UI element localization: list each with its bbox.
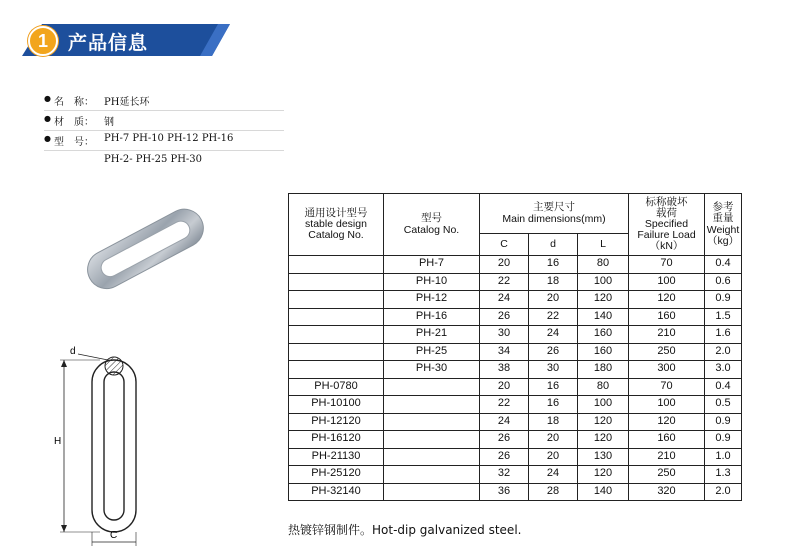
table-cell-d: 22 — [529, 308, 578, 326]
table-cell-c: 38 — [480, 361, 529, 379]
table-cell-catalog: PH-30 — [384, 361, 480, 379]
table-cell-load: 160 — [629, 431, 705, 449]
table-cell-load: 100 — [629, 273, 705, 291]
table-cell-l: 80 — [578, 256, 629, 274]
bullet-icon: ● — [44, 114, 51, 123]
table-row — [289, 308, 742, 326]
table-cell-design — [289, 256, 384, 274]
header-main-dimensions — [480, 194, 629, 234]
table-cell-weight: 0.9 — [705, 413, 742, 431]
info-label: 型 号： — [54, 137, 94, 148]
table-cell-d: 20 — [529, 448, 578, 466]
info-value: PH延长环 — [104, 97, 150, 108]
table-cell-design — [289, 326, 384, 344]
table-cell-catalog — [384, 483, 480, 501]
d-dimension-label: d — [70, 346, 76, 357]
bullet-icon: ● — [44, 94, 51, 103]
c-dimension-label: C — [110, 530, 118, 541]
table-cell-weight: 0.6 — [705, 273, 742, 291]
table-cell-design — [289, 273, 384, 291]
header-text: （kg） — [706, 234, 740, 247]
table-cell-catalog: PH-16 — [384, 308, 480, 326]
header-d: d — [529, 234, 578, 256]
header-text: 通用设计型号 — [304, 206, 368, 219]
table-cell-design: PH-21130 — [289, 448, 384, 466]
table-row — [289, 483, 742, 501]
table-cell-weight: 1.0 — [705, 448, 742, 466]
section-number-badge: 1 — [28, 26, 58, 56]
table-cell-l: 80 — [578, 378, 629, 396]
table-cell-catalog: PH-21 — [384, 326, 480, 344]
table-cell-catalog — [384, 378, 480, 396]
info-row-model — [44, 130, 284, 151]
header-text: stable design — [305, 217, 367, 230]
table-cell-weight: 2.0 — [705, 343, 742, 361]
table-cell-c: 24 — [480, 291, 529, 309]
table-row — [289, 431, 742, 449]
table-row — [289, 396, 742, 414]
header-text: Failure Load — [637, 229, 696, 241]
table-cell-c: 20 — [480, 378, 529, 396]
table-cell-d: 30 — [529, 361, 578, 379]
table-cell-c: 26 — [480, 431, 529, 449]
table-cell-c: 36 — [480, 483, 529, 501]
table-cell-load: 250 — [629, 343, 705, 361]
table-cell-load: 120 — [629, 291, 705, 309]
header-text: Catalog No. — [308, 229, 364, 241]
table-row — [289, 256, 742, 274]
table-cell-catalog — [384, 396, 480, 414]
info-value: PH-7 PH-10 PH-12 PH-16 — [104, 133, 234, 144]
product-info-list — [44, 90, 284, 170]
info-label: 材 质： — [54, 117, 94, 128]
product-photo — [70, 198, 220, 298]
table-cell-load: 70 — [629, 256, 705, 274]
table-cell-weight: 0.4 — [705, 378, 742, 396]
table-cell-d: 24 — [529, 326, 578, 344]
header-text: 标称破坏 — [645, 195, 688, 208]
table-cell-weight: 0.9 — [705, 291, 742, 309]
table-cell-c: 32 — [480, 466, 529, 484]
header-text: Catalog No. — [403, 223, 460, 236]
table-cell-d: 16 — [529, 378, 578, 396]
table-cell-d: 28 — [529, 483, 578, 501]
table-cell-design — [289, 308, 384, 326]
header-text: 载荷 — [656, 206, 677, 219]
header-text: （kN） — [649, 240, 684, 253]
table-cell-l: 180 — [578, 361, 629, 379]
table-cell-design: PH-16120 — [289, 431, 384, 449]
table-cell-weight: 1.3 — [705, 466, 742, 484]
table-cell-d: 16 — [529, 256, 578, 274]
table-cell-weight: 0.5 — [705, 396, 742, 414]
table-cell-catalog: PH-25 — [384, 343, 480, 361]
section-title: 产品信息 — [68, 32, 149, 54]
table-cell-design: PH-12120 — [289, 413, 384, 431]
table-cell-l: 100 — [578, 396, 629, 414]
bullet-icon: ● — [44, 134, 51, 143]
table-cell-load: 160 — [629, 308, 705, 326]
table-cell-weight: 0.4 — [705, 256, 742, 274]
header-text: Specified — [644, 217, 689, 230]
table-row — [289, 413, 742, 431]
header-l: L — [578, 234, 629, 256]
table-cell-load: 210 — [629, 448, 705, 466]
header-text: 重量 — [712, 212, 734, 225]
table-cell-catalog — [384, 431, 480, 449]
info-row-name — [44, 90, 284, 111]
table-cell-d: 20 — [529, 431, 578, 449]
table-cell-d: 18 — [529, 413, 578, 431]
table-cell-design: PH-32140 — [289, 483, 384, 501]
header-design-catalog — [289, 194, 384, 256]
table-cell-design: PH-0780 — [289, 378, 384, 396]
info-model-continuation: PH-2- PH-25 PH-30 — [104, 154, 203, 165]
header-text: 参考 — [712, 201, 734, 214]
table-row — [289, 273, 742, 291]
material-caption: 热镀锌钢制件。Hot-dip galvanized steel. — [288, 523, 522, 537]
header-text: 主要尺寸 — [533, 201, 575, 214]
table-cell-c: 20 — [480, 256, 529, 274]
header-failure-load — [629, 194, 705, 256]
table-cell-design: PH-25120 — [289, 466, 384, 484]
spec-table-body — [289, 256, 742, 501]
info-value: 钢 — [104, 117, 114, 128]
table-cell-load: 70 — [629, 378, 705, 396]
table-cell-load: 320 — [629, 483, 705, 501]
table-cell-l: 120 — [578, 431, 629, 449]
table-row — [289, 361, 742, 379]
table-cell-design: PH-10100 — [289, 396, 384, 414]
table-cell-c: 22 — [480, 273, 529, 291]
table-row — [289, 448, 742, 466]
table-cell-design — [289, 291, 384, 309]
table-cell-l: 120 — [578, 466, 629, 484]
table-cell-l: 160 — [578, 343, 629, 361]
table-cell-d: 24 — [529, 466, 578, 484]
table-cell-catalog — [384, 448, 480, 466]
table-cell-c: 30 — [480, 326, 529, 344]
table-cell-weight: 2.0 — [705, 483, 742, 501]
table-row — [289, 343, 742, 361]
table-row — [289, 378, 742, 396]
table-cell-c: 22 — [480, 396, 529, 414]
table-cell-design — [289, 361, 384, 379]
table-cell-design — [289, 343, 384, 361]
table-cell-catalog — [384, 413, 480, 431]
spec-table — [288, 193, 742, 501]
header-c: C — [480, 234, 529, 256]
header-catalog — [384, 194, 480, 256]
table-cell-catalog: PH-12 — [384, 291, 480, 309]
table-row — [289, 466, 742, 484]
table-cell-load: 210 — [629, 326, 705, 344]
table-cell-d: 26 — [529, 343, 578, 361]
table-cell-catalog — [384, 466, 480, 484]
table-cell-l: 100 — [578, 273, 629, 291]
table-cell-c: 26 — [480, 448, 529, 466]
table-cell-weight: 3.0 — [705, 361, 742, 379]
table-row — [289, 326, 742, 344]
table-cell-l: 160 — [578, 326, 629, 344]
table-cell-d: 18 — [529, 273, 578, 291]
table-cell-c: 24 — [480, 413, 529, 431]
table-cell-catalog: PH-7 — [384, 256, 480, 274]
table-cell-d: 16 — [529, 396, 578, 414]
table-cell-load: 120 — [629, 413, 705, 431]
table-cell-l: 140 — [578, 308, 629, 326]
info-row-material — [44, 110, 284, 131]
table-cell-load: 300 — [629, 361, 705, 379]
header-text: Weight — [706, 223, 740, 236]
header-text: Main dimensions(mm) — [502, 212, 606, 225]
table-cell-weight: 1.5 — [705, 308, 742, 326]
table-cell-load: 100 — [629, 396, 705, 414]
dimension-drawing — [40, 340, 160, 550]
table-cell-load: 250 — [629, 466, 705, 484]
table-row — [289, 291, 742, 309]
table-cell-l: 120 — [578, 413, 629, 431]
table-cell-weight: 0.9 — [705, 431, 742, 449]
header-text: 型号 — [421, 212, 442, 225]
table-cell-weight: 1.6 — [705, 326, 742, 344]
table-cell-l: 120 — [578, 291, 629, 309]
h-dimension-label: H — [54, 436, 62, 447]
table-cell-c: 34 — [480, 343, 529, 361]
header-weight — [705, 194, 742, 256]
table-cell-d: 20 — [529, 291, 578, 309]
table-cell-c: 26 — [480, 308, 529, 326]
info-label: 名 称： — [54, 97, 94, 108]
table-cell-l: 140 — [578, 483, 629, 501]
table-cell-l: 130 — [578, 448, 629, 466]
table-cell-catalog: PH-10 — [384, 273, 480, 291]
